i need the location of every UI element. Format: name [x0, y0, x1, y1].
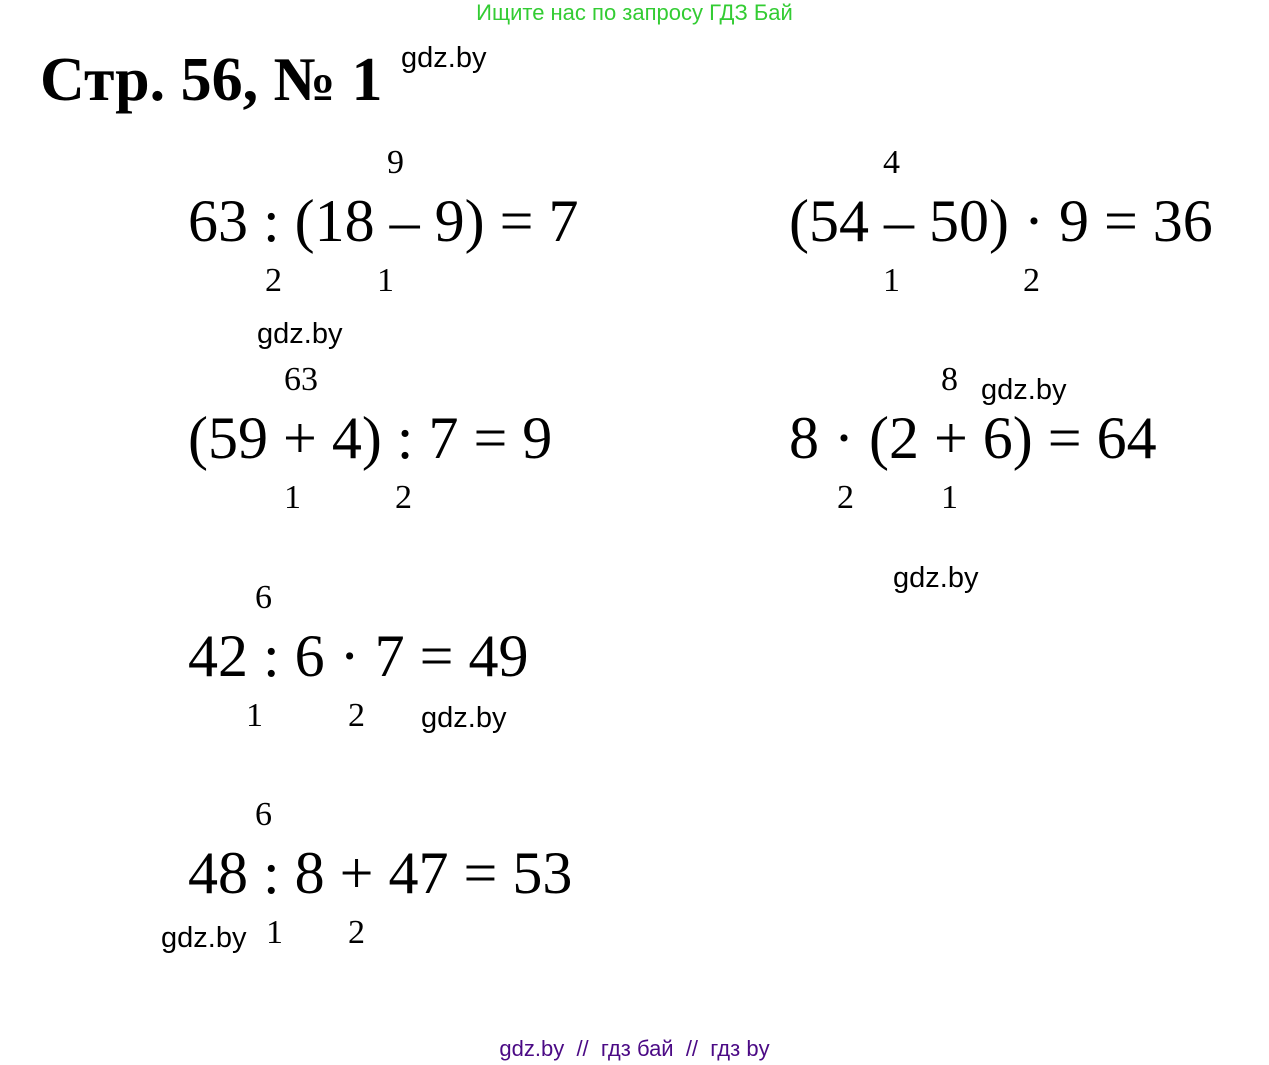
step-number: 2 [348, 697, 365, 734]
step-number: 2 [265, 262, 282, 299]
step-number: 1 [284, 479, 301, 516]
step-number: 2 [1023, 262, 1040, 299]
expression: 63 : (18 – 9) = 7 [188, 188, 579, 254]
intermediate-result: 6 [255, 796, 272, 833]
expression: 42 : 6 · 7 = 49 [188, 623, 529, 689]
intermediate-result: 9 [387, 144, 404, 181]
step-number: 1 [941, 479, 958, 516]
footer-links: gdz.by // гдз бай // гдз by [499, 1036, 770, 1061]
watermark-text: gdz.by [421, 702, 507, 734]
expression: 48 : 8 + 47 = 53 [188, 840, 573, 906]
expression: (59 + 4) : 7 = 9 [188, 405, 553, 471]
top-banner: Ищите нас по запросу ГДЗ Бай [476, 0, 793, 25]
intermediate-result: 8 [941, 361, 958, 398]
watermark-text: gdz.by [893, 562, 979, 594]
intermediate-result: 63 [284, 361, 318, 398]
step-number: 1 [266, 914, 283, 951]
expression: (54 – 50) · 9 = 36 [789, 188, 1213, 254]
watermark-text: gdz.by [401, 42, 487, 74]
watermark-text: gdz.by [257, 318, 343, 350]
step-number: 1 [246, 697, 263, 734]
expression: 8 · (2 + 6) = 64 [789, 405, 1157, 471]
watermark-text: gdz.by [161, 922, 247, 954]
watermark-text: gdz.by [981, 374, 1067, 406]
step-number: 2 [395, 479, 412, 516]
intermediate-result: 6 [255, 579, 272, 616]
step-number: 1 [377, 262, 394, 299]
page-title: Стр. 56, № 1 [40, 46, 383, 114]
step-number: 1 [883, 262, 900, 299]
step-number: 2 [348, 914, 365, 951]
step-number: 2 [837, 479, 854, 516]
intermediate-result: 4 [883, 144, 900, 181]
